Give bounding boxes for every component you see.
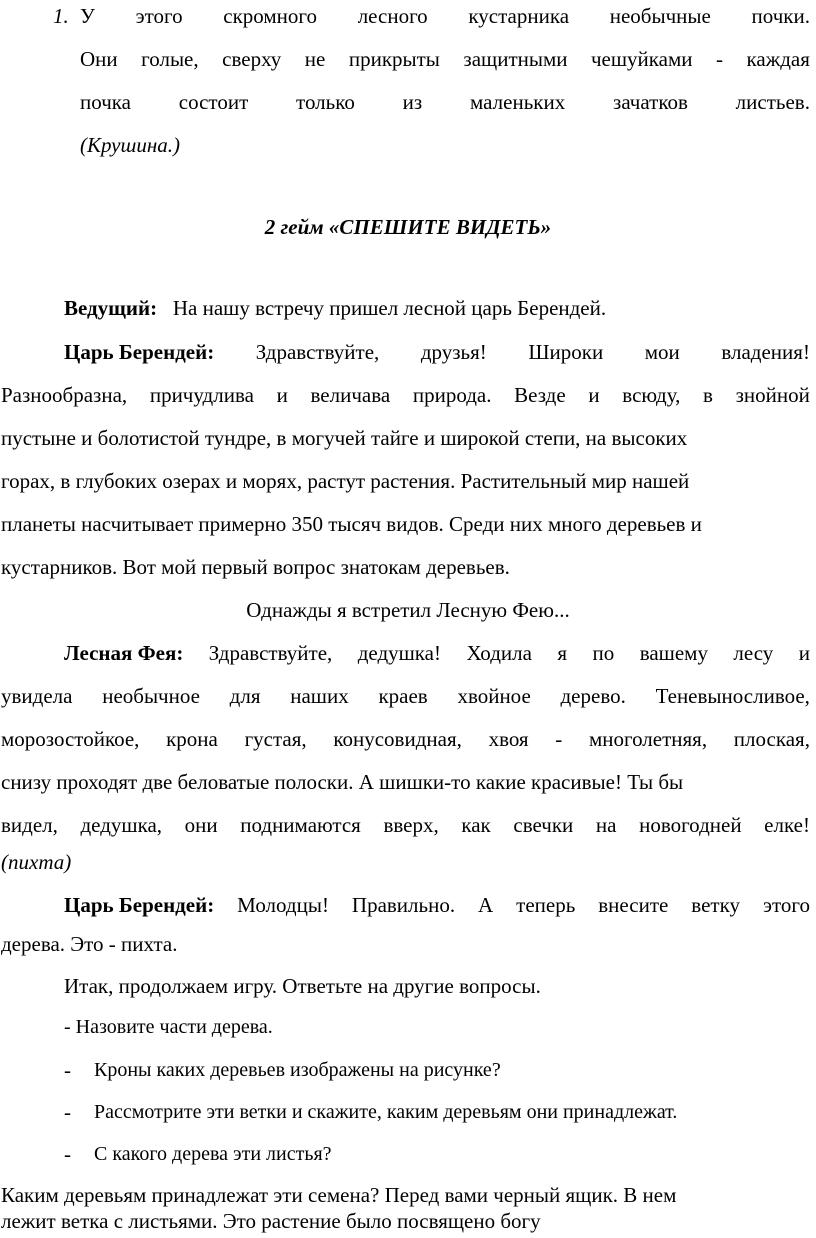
section-heading: 2 гейм «СПЕШИТЕ ВИДЕТЬ» — [264, 215, 552, 239]
word: я — [557, 641, 568, 665]
word: лесу — [733, 641, 774, 665]
word: кустарника — [468, 4, 570, 28]
word: этого — [762, 893, 810, 917]
word: Они — [80, 47, 118, 71]
word: - — [716, 47, 724, 71]
word: для — [229, 684, 261, 708]
tsar1-line4: горах, в глубоких озерах и морях, растут растения. Растительный мир нашей — [1, 469, 690, 493]
tsar1-line6: кустарников. Вот мой первый вопрос знатокам деревьев. — [1, 555, 510, 579]
word: друзья! — [420, 340, 487, 364]
speaker-label: Царь Берендей: — [64, 893, 215, 917]
word: - — [555, 727, 563, 751]
word: конусовидная, — [333, 727, 462, 751]
word: морозостойкое, — [1, 727, 140, 751]
word: Разнообразна, — [1, 383, 128, 407]
fairy-line3 — [1, 727, 810, 751]
word: Здравствуйте, — [208, 641, 333, 665]
fairy-line4: снизу проходят две беловатые полоски. А шишки-то какие красивые! Ты бы — [1, 770, 684, 794]
word: из — [402, 90, 423, 114]
word: А — [478, 893, 494, 917]
word: голые, — [141, 47, 199, 71]
word: дедушка! — [357, 641, 442, 665]
host-paragraph — [64, 296, 606, 320]
word: и — [588, 383, 600, 407]
speaker-label: Ведущий: — [64, 296, 158, 320]
bottom-line-1: Каким деревьям принадлежат эти семена? Перед вами черный ящик. В нем — [1, 1183, 677, 1207]
item1-line1 — [80, 4, 810, 28]
word: дерево. — [560, 684, 626, 708]
word: всюду, — [622, 383, 681, 407]
bottom-line-2: лежит ветка с листьями. Это растение было посвящено богу — [1, 1209, 541, 1233]
word: этого — [135, 4, 183, 28]
word: краев — [378, 684, 428, 708]
word: ветку — [691, 893, 740, 917]
fairy-line5 — [1, 813, 810, 837]
question-3: Рассмотрите эти ветки и скажите, каким деревьям они принадлежат. — [94, 1101, 678, 1123]
word: защитными — [463, 47, 568, 71]
word: вашему — [639, 641, 708, 665]
word: внесите — [598, 893, 669, 917]
word: природа. — [412, 383, 492, 407]
word: хвойное — [457, 684, 531, 708]
word: знойной — [735, 383, 810, 407]
word: не — [304, 47, 326, 71]
word: густая, — [244, 727, 307, 751]
word: необычное — [102, 684, 200, 708]
list-dash: - — [64, 1058, 71, 1082]
tsar1-centered-line: Однажды я встретил Лесную Фею... — [246, 598, 570, 622]
word: листьев. — [735, 90, 810, 114]
word: новогодней — [639, 813, 742, 837]
word: У — [80, 4, 95, 28]
list-dash: - — [64, 1100, 71, 1124]
word: в — [703, 383, 713, 407]
word: многолетняя, — [588, 727, 708, 751]
word: только — [296, 90, 355, 114]
word: поднимаются — [240, 813, 361, 837]
question-4: С какого дерева эти листья? — [94, 1143, 332, 1165]
word: Молодцы! — [237, 893, 329, 917]
word: на — [595, 813, 617, 837]
word: мои — [644, 340, 680, 364]
word: состоит — [178, 90, 249, 114]
word: прикрыты — [348, 47, 440, 71]
word: Правильно. — [351, 893, 456, 917]
word: наших — [290, 684, 349, 708]
word: как — [461, 813, 491, 837]
word: плоская, — [733, 727, 810, 751]
word: хвоя — [488, 727, 529, 751]
fairy-answer: (пихта) — [1, 850, 72, 874]
word: и — [276, 383, 288, 407]
word: почка — [80, 90, 131, 114]
word: увидела — [1, 684, 73, 708]
word: вверх, — [383, 813, 439, 837]
host-text: На нашу встречу пришел лесной царь Берендей. — [172, 296, 607, 320]
word: скромного — [223, 4, 318, 28]
question-2: Кроны каких деревьев изображены на рисунке? — [94, 1059, 501, 1081]
tsar1-line3: пустыне и болотистой тундре, в могучей тайге и широкой степи, на высоких — [1, 426, 688, 450]
word: Ходила — [466, 641, 532, 665]
word: Везде — [514, 383, 566, 407]
tsar1-line1 — [64, 340, 810, 364]
word: теперь — [516, 893, 576, 917]
item1-line2 — [80, 47, 810, 71]
tsar1-line5: планеты насчитывает примерно 350 тысяч видов. Среди них много деревьев и — [1, 512, 702, 536]
word: почки. — [751, 4, 810, 28]
word: маленьких — [470, 90, 566, 114]
word: зачатков — [613, 90, 688, 114]
word: и — [798, 641, 810, 665]
word: они — [184, 813, 218, 837]
tsar2-line1 — [64, 893, 810, 917]
item1-answer: (Крушина.) — [80, 133, 180, 157]
word: елке! — [764, 813, 810, 837]
word: причудлива — [149, 383, 254, 407]
continue-text: Итак, продолжаем игру. Ответьте на другие вопросы. — [64, 974, 541, 998]
word: необычные — [609, 4, 711, 28]
word: видел, — [1, 813, 58, 837]
item1-line3 — [80, 90, 810, 114]
word: Широки — [528, 340, 604, 364]
word: чешуйками — [591, 47, 693, 71]
word: Здравствуйте, — [255, 340, 380, 364]
word: владения! — [721, 340, 810, 364]
word: дедушка, — [80, 813, 163, 837]
word: Теневыносливое, — [655, 684, 810, 708]
word: крона — [166, 727, 218, 751]
word: сверху — [222, 47, 282, 71]
tsar2-line2: дерева. Это - пихта. — [1, 932, 178, 956]
word: лесного — [357, 4, 428, 28]
fairy-line2 — [1, 684, 810, 708]
speaker-label: Лесная Фея: — [64, 641, 184, 665]
speaker-label: Царь Берендей: — [64, 340, 215, 364]
list-dash: - — [64, 1142, 71, 1166]
word: каждая — [746, 47, 810, 71]
item-number: 1. — [53, 4, 69, 28]
tsar1-line2 — [1, 383, 810, 407]
word: свечки — [513, 813, 574, 837]
word: по — [592, 641, 615, 665]
question-1: - Назовите части дерева. — [64, 1016, 273, 1038]
fairy-line1 — [64, 641, 810, 665]
word: величава — [310, 383, 391, 407]
